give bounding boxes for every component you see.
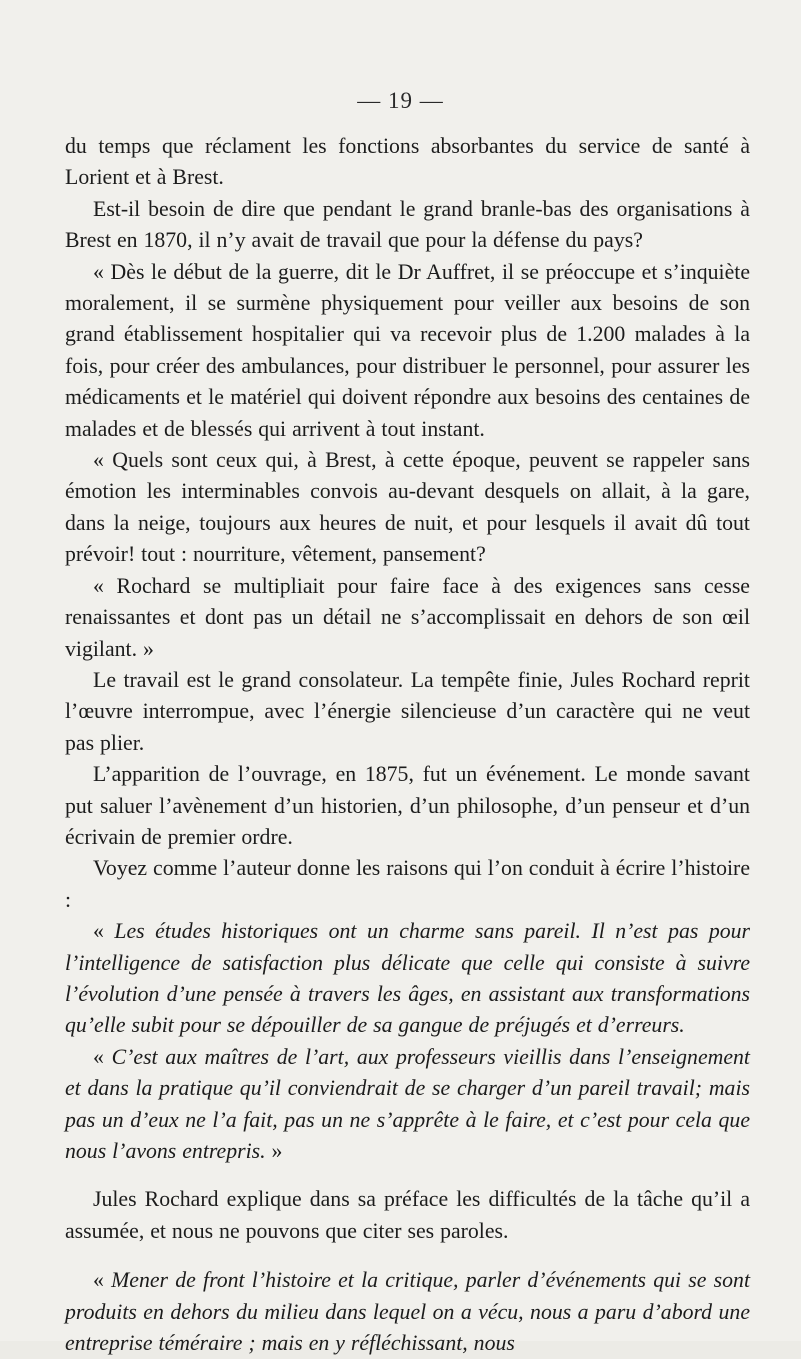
quote-close-mark: » — [265, 1139, 283, 1163]
quote-open-mark: « — [93, 1268, 112, 1293]
paragraph: Le travail est le grand consolateur. La tempête finie, Jules Rochard reprit l’œuvre interrompue, avec l’énergie silencieuse d’un caractère qui ne veut pas plier. — [65, 667, 750, 755]
quote-italic-text: Mener de front l’histoire et la critique, parler d’événements qui se sont produits en dehors du milieu dans lequel on a vécu, nous a paru d’abord une entreprise téméraire ; mais en y réfléchissant, nous — [65, 1268, 750, 1356]
quote-paragraph — [65, 1042, 750, 1168]
quote-italic-text: C’est aux maîtres de l’art, aux professeurs vieillis dans l’enseignement et dans la pratique qu’il conviendrait de se charger d’un pareil travail; mais pas un d’eux ne l’a fait, pas un ne s’apprête à le faire, et c’est pour cela que nous l’avons entrepris. — [65, 1044, 750, 1163]
paragraph: du temps que réclament les fonctions absorbantes du service de santé à Lorient et à Brest. — [65, 134, 750, 190]
paragraph: Jules Rochard explique dans sa préface les difficultés de la tâche qu’il a assumée, et nous ne pouvons que citer ses paroles. — [65, 1187, 750, 1243]
paragraph: « Dès le début de la guerre, dit le Dr Auffret, il se préoccupe et s’inquiète moralement, il se surmène physiquement pour veiller aux besoins de son grand établissement hospitalier qui va recevoir plus de 1.200 malades à la fois, pour créer des ambulances, pour distribuer le personnel, pour assurer les médicaments et le matériel qui doivent répondre aux besoins des centaines de malades et de blessés qui arrivent à tout instant. — [65, 259, 750, 441]
page-number: — 19 — — [357, 88, 444, 113]
quote-paragraph — [65, 1265, 750, 1359]
quote-italic-text: Les études historiques ont un charme sans pareil. Il n’est pas pour l’intelligence de satisfaction plus délicate que celle qui consiste à suivre l’évolution d’une pensée à travers les âges, en assistant aux transformations qu’elle subit pour se dépouiller de sa gangue de préjugés et d’erreurs. — [65, 919, 750, 1038]
paragraph: L’apparition de l’ouvrage, en 1875, fut un événement. Le monde savant put saluer l’avènement d’un historien, d’un philosophe, d’un penseur et d’un écrivain de premier ordre. — [65, 762, 750, 849]
quote-open-mark: « — [93, 1044, 112, 1069]
body-text — [65, 131, 750, 1359]
paragraph: Est-il besoin de dire que pendant le grand branle-bas des organisations à Brest en 1870, il n’y avait de travail que pour la défense du pays? — [65, 196, 750, 253]
paragraph: Voyez comme l’auteur donne les raisons qui l’on conduit à écrire l’histoire : — [65, 856, 750, 912]
quote-paragraph — [65, 916, 750, 1042]
paragraph: « Quels sont ceux qui, à Brest, à cette époque, peuvent se rappeler sans émotion les interminables convois au-devant desquels on allait, à la gare, dans la neige, toujours aux heures de nuit, et pour lesquels il avait dû tout prévoir! tout : nourriture, vêtement, pansement? — [65, 448, 750, 567]
paragraph: « Rochard se multipliait pour faire face à des exigences sans cesse renaissantes et dont pas un détail ne s’accomplissait en dehors de son œil vigilant. » — [65, 573, 750, 661]
quote-open-mark: « — [93, 919, 115, 944]
